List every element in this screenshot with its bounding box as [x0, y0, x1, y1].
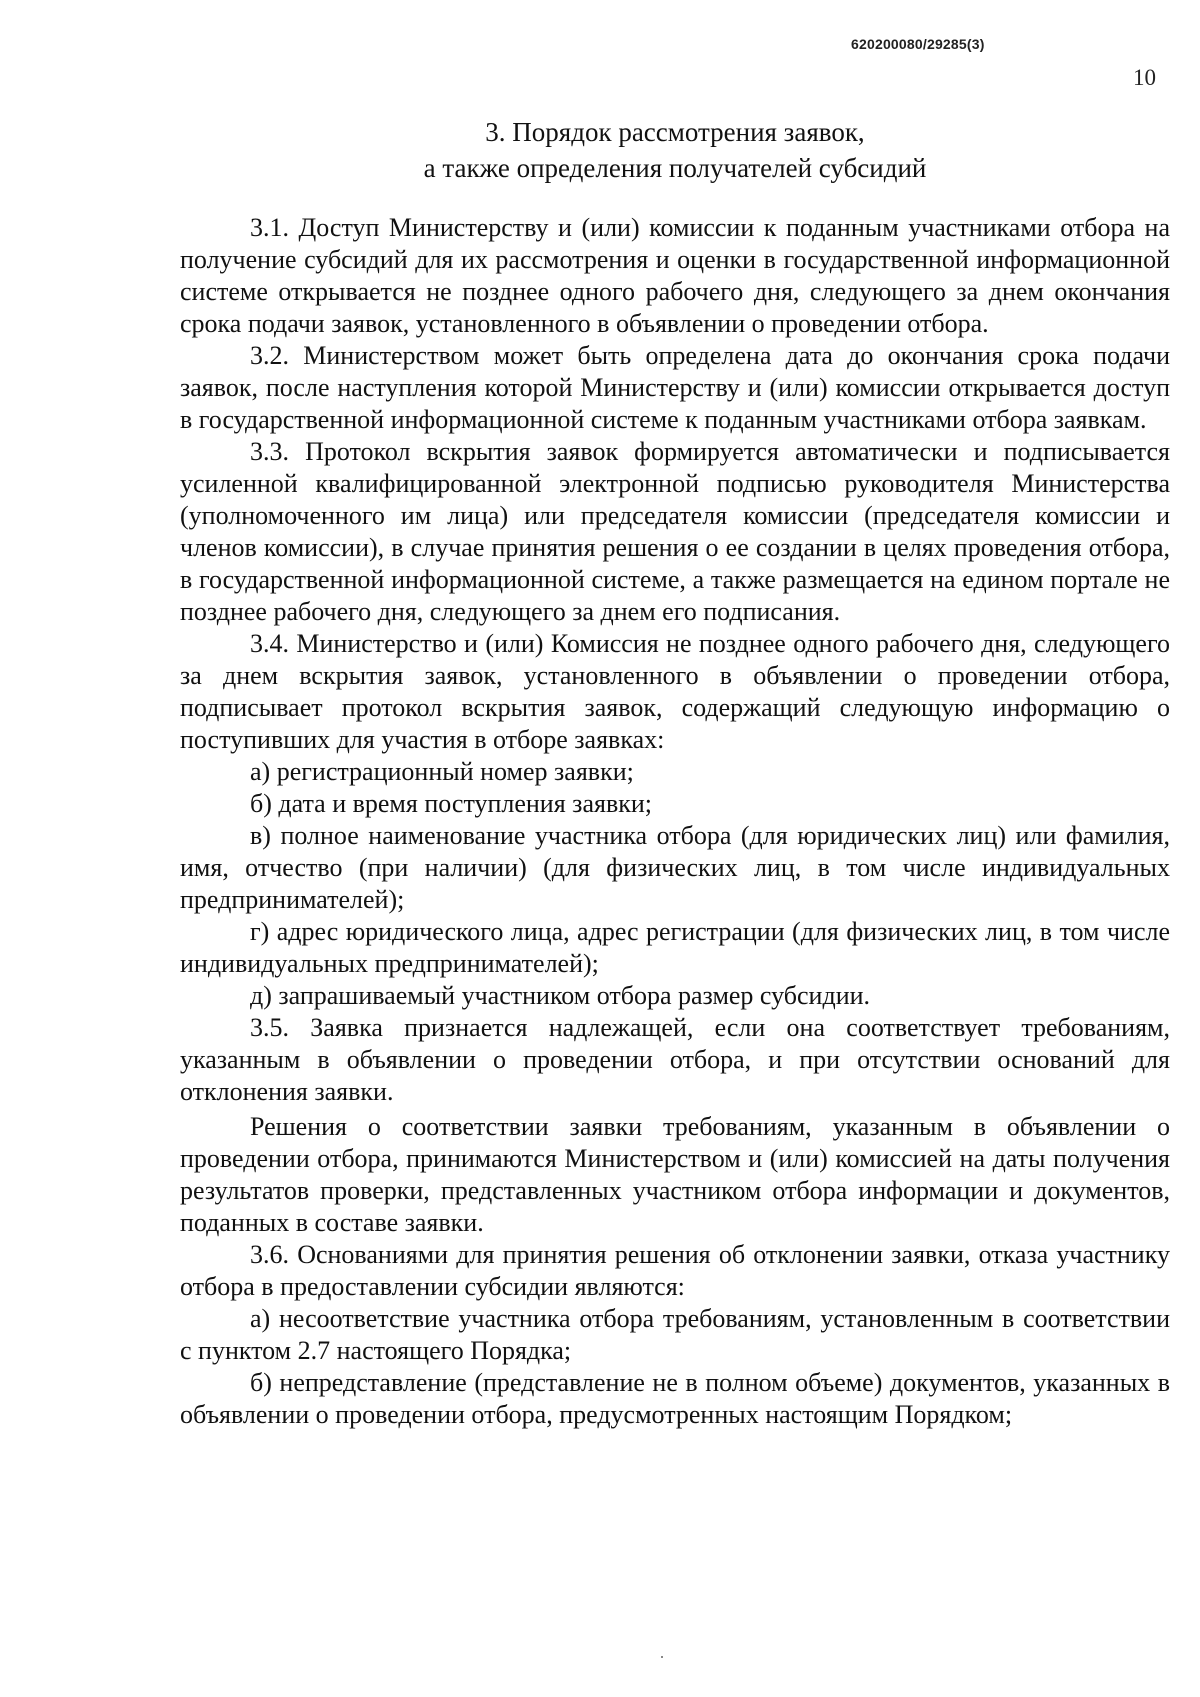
list-item-g: г) адрес юридического лица, адрес регистрации (для физических лиц, в том числе индивидуальных предпринимателей);: [180, 917, 1170, 978]
paragraph-3-6: 3.6. Основаниями для принятия решения об отклонении заявки, отказа участнику отбора в предоставлении субсидии являются:: [180, 1240, 1170, 1301]
section-heading: [180, 114, 1170, 186]
paragraph-3-3: 3.3. Протокол вскрытия заявок формируется автоматически и подписывается усиленной квалифицированной электронной подписью руководителя Министерства (уполномоченного им лица) или председателя комиссии (председателя комиссии и членов комиссии), в случае принятия решения о ее создании в целях проведения отбора, в государственной информационной системе, а также размещается на едином портале не позднее рабочего дня, следующего за днем его подписания.: [180, 437, 1170, 626]
list-item-v: в) полное наименование участника отбора (для юридических лиц) или фамилия, имя, отчество (при наличии) (для физических лиц, в том числе индивидуальных предпринимателей);: [180, 821, 1170, 914]
page-number: 10: [1133, 65, 1156, 90]
list-item-d: д) запрашиваемый участником отбора размер субсидии.: [250, 981, 871, 1010]
list-item-b: б) дата и время поступления заявки;: [250, 789, 652, 818]
paragraph-3-2: 3.2. Министерством может быть определена дата до окончания срока подачи заявок, после наступления которой Министерству и (или) комиссии открывается доступ в государственной информационной системе к поданным участниками отбора заявкам.: [180, 341, 1170, 434]
paragraph-3-4: 3.4. Министерство и (или) Комиссия не позднее одного рабочего дня, следующего за днем вскрытия заявок, установленного в объявлении о проведении отбора, подписывает протокол вскрытия заявок, содержащий следующую информацию о поступивших для участия в отборе заявках:: [180, 629, 1170, 754]
paragraph-3-5: 3.5. Заявка признается надлежащей, если она соответствует требованиям, указанным в объявлении о проведении отбора, и при отсутствии оснований для отклонения заявки.: [180, 1013, 1170, 1106]
rejection-item-a: а) несоответствие участника отбора требованиям, установленным в соответствии с пунктом 2.7 настоящего Порядка;: [180, 1304, 1170, 1365]
document-body: [180, 212, 1170, 1431]
section-heading-line-2: а также определения получателей субсидий: [423, 153, 927, 183]
scan-speck: [661, 1656, 663, 1658]
list-item-a: а) регистрационный номер заявки;: [250, 757, 634, 786]
rejection-item-b: б) непредставление (представление не в полном объеме) документов, указанных в объявлении о проведении отбора, предусмотренных настоящим Порядком;: [180, 1368, 1170, 1429]
paragraph-3-1: 3.1. Доступ Министерству и (или) комиссии к поданным участниками отбора на получение субсидий для их рассмотрения и оценки в государственной информационной системе открывается не позднее одного рабочего дня, следующего за днем окончания срока подачи заявок, установленного в объявлении о проведении отбора.: [180, 213, 1170, 338]
section-heading-line-1: 3. Порядок рассмотрения заявок,: [485, 117, 865, 147]
document-id: 620200080/29285(3): [851, 36, 985, 52]
paragraph-decisions: Решения о соответствии заявки требованиям, указанным в объявлении о проведении отбора, принимаются Министерством и (или) комиссией на даты получения результатов проверки, представленных участником отбора информации и документов, поданных в составе заявки.: [180, 1112, 1170, 1237]
